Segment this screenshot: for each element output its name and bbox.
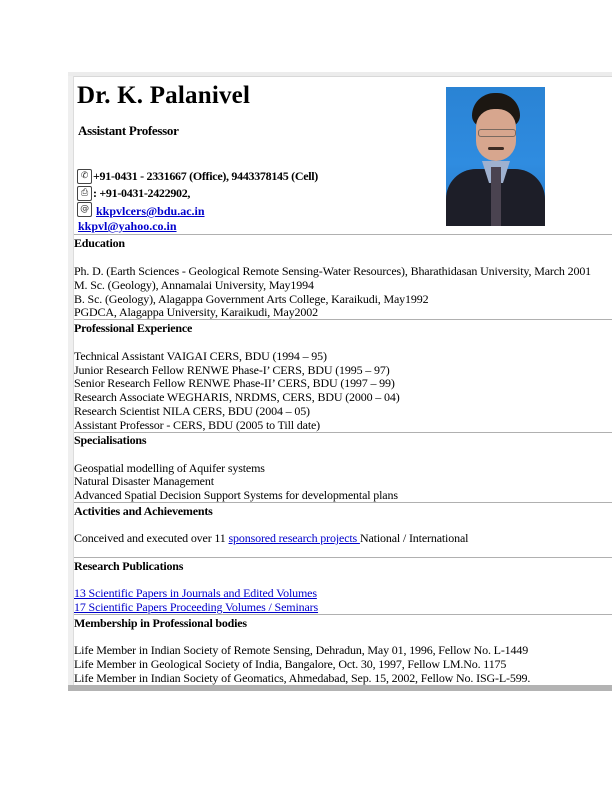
sponsored-projects-link[interactable]: sponsored research projects	[228, 531, 360, 545]
divider	[74, 319, 612, 320]
divider	[74, 502, 612, 503]
section-heading-specialisations: Specialisations	[74, 433, 147, 447]
experience-item: Research Associate WEGHARIS, NRDMS, CERS, BDU (2000 – 04)	[74, 390, 400, 404]
section-heading-publications: Research Publications	[74, 559, 184, 573]
at-icon: @	[77, 202, 92, 217]
publication-link-row	[74, 600, 318, 615]
activities-prefix: Conceived and executed over 11	[74, 531, 229, 545]
specialisation-item: Advanced Spatial Decision Support Systems for developmental plans	[74, 488, 398, 502]
person-title: Assistant Professor	[78, 123, 179, 138]
experience-item: Senior Research Fellow RENWE Phase-II’ CERS, BDU (1997 – 99)	[74, 376, 395, 390]
email-primary-link[interactable]: kkpvlcers@bdu.ac.in	[96, 204, 205, 218]
section-heading-education: Education	[74, 236, 125, 250]
specialisation-item: Geospatial modelling of Aquifer systems	[74, 461, 265, 475]
activities-line	[74, 531, 468, 546]
proceeding-papers-link[interactable]: 17 Scientific Papers Proceeding Volumes / Seminars	[74, 600, 319, 614]
education-item: M. Sc. (Geology), Annamalai University, May1994	[74, 278, 314, 292]
section-heading-activities: Activities and Achievements	[74, 504, 213, 518]
journal-papers-link[interactable]: 13 Scientific Papers in Journals and Edited Volumes	[74, 586, 317, 600]
education-item: PGDCA, Alagappa University, Karaikudi, May2002	[74, 305, 318, 319]
education-item: B. Sc. (Geology), Alagappa Government Arts College, Karaikudi, May1992	[74, 292, 429, 306]
profile-photo	[446, 87, 545, 226]
divider	[74, 432, 612, 433]
fax-icon: ⎙	[77, 186, 92, 201]
specialisation-item: Natural Disaster Management	[74, 474, 214, 488]
phone-line	[77, 169, 318, 184]
membership-item: Life Member in Indian Society of Geomatics, Ahmedabad, Sep. 15, 2002, Fellow No. ISG-L-599.	[74, 671, 531, 685]
experience-item: Research Scientist NILA CERS, BDU (2004 – 05)	[74, 404, 310, 418]
membership-item: Life Member in Indian Society of Remote Sensing, Dehradun, May 01, 1996, Fellow No. L-1449	[74, 643, 529, 657]
email-secondary-link[interactable]: kkpvl@yahoo.co.in	[78, 219, 177, 233]
person-name: Dr. K. Palanivel	[77, 82, 251, 109]
education-item: Ph. D. (Earth Sciences - Geological Remote Sensing-Water Resources), Bharathidasan University, March 2001	[74, 264, 592, 278]
fax-line	[77, 186, 190, 201]
divider	[74, 557, 612, 558]
experience-item: Technical Assistant VAIGAI CERS, BDU (1994 – 95)	[74, 349, 327, 363]
experience-item: Junior Research Fellow RENWE Phase-I’ CERS, BDU (1995 – 97)	[74, 363, 390, 377]
experience-item: Assistant Professor - CERS, BDU (2005 to Till date)	[74, 418, 321, 432]
section-heading-membership: Membership in Professional bodies	[74, 616, 247, 630]
email-line	[77, 202, 93, 217]
activities-suffix: National / International	[359, 531, 469, 545]
phone-icon: ✆	[77, 169, 92, 184]
divider	[74, 614, 612, 615]
phone-text: +91-0431 - 2331667 (Office), 9443378145 (Cell)	[93, 169, 318, 183]
membership-item: Life Member in Geological Society of India, Bangalore, Oct. 30, 1997, Fellow LM.No. 1175	[74, 657, 507, 671]
divider	[74, 234, 612, 235]
publication-link-row	[74, 586, 317, 601]
section-heading-experience: Professional Experience	[74, 321, 193, 335]
fax-text: : +91-0431-2422902,	[93, 186, 191, 200]
